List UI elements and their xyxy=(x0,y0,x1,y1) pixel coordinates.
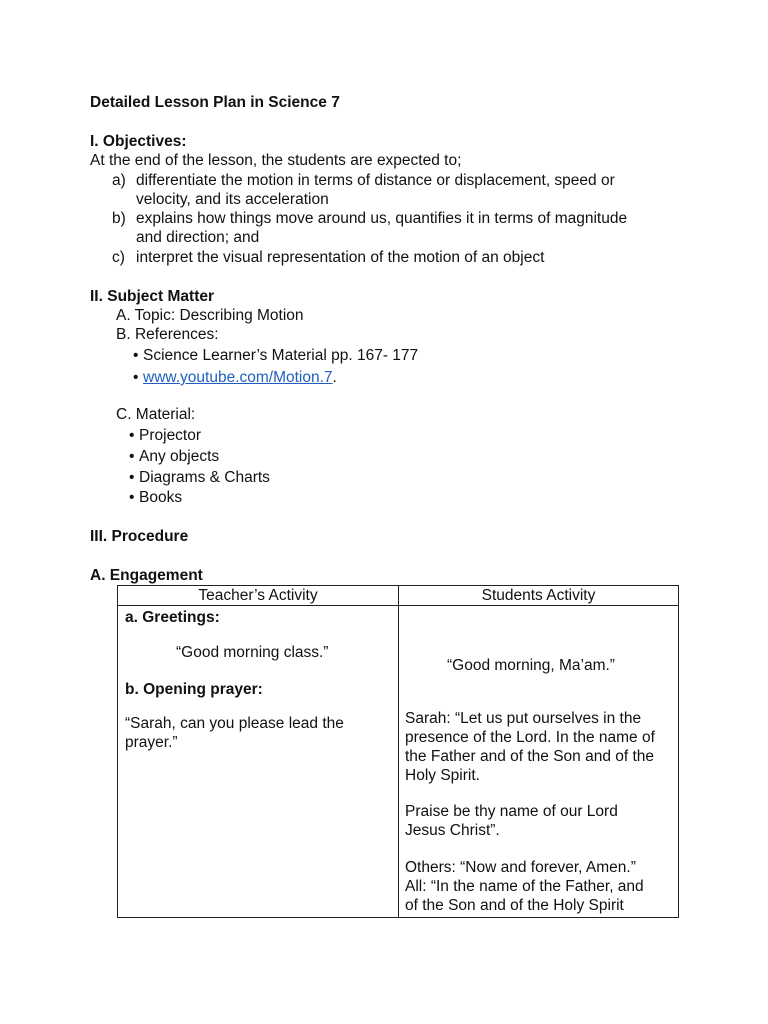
objective-marker-c: c) xyxy=(112,249,125,266)
objectives-heading: I. Objectives: xyxy=(90,133,187,150)
greetings-text: “Good morning class.” xyxy=(176,644,329,661)
students-activity-header: Students Activity xyxy=(399,586,679,606)
sarah-line-1: Sarah: “Let us put ourselves in the xyxy=(405,710,642,727)
subject-matter-heading: II. Subject Matter xyxy=(90,288,215,305)
objective-marker-b: b) xyxy=(112,210,126,227)
material-label: C. Material: xyxy=(116,406,196,423)
prayer-label: b. Opening prayer: xyxy=(125,681,263,698)
objectives-intro: At the end of the lesson, the students are expected to; xyxy=(90,152,462,169)
material-item: • Diagrams & Charts xyxy=(129,468,270,487)
link-suffix: . xyxy=(332,369,337,386)
objective-marker-a: a) xyxy=(112,172,126,189)
sarah-line-3: the Father and of the Son and of the xyxy=(405,748,655,765)
topic-line: A. Topic: Describing Motion xyxy=(116,307,304,324)
others-line-3: of the Son and of the Holy Spirit xyxy=(405,897,624,914)
engagement-table xyxy=(117,585,679,918)
sarah-line-2: presence of the Lord. In the name of xyxy=(405,729,655,746)
youtube-reference-link[interactable]: www.youtube.com/Motion.7 xyxy=(143,369,333,386)
praise-line-1: Praise be thy name of our Lord xyxy=(405,803,618,820)
prayer-request-line-1: “Sarah, can you please lead the xyxy=(125,715,344,732)
material-item: • Projector xyxy=(129,426,201,445)
bullet-icon xyxy=(133,369,143,386)
sarah-line-4: Holy Spirit. xyxy=(405,767,480,784)
reference-item: • Science Learner’s Material pp. 167- 177 xyxy=(133,346,418,365)
greeting-reply: “Good morning, Ma’am.” xyxy=(447,657,615,674)
reference-link-item xyxy=(133,368,337,387)
objective-b-line-2: and direction; and xyxy=(136,229,260,246)
students-activity-cell xyxy=(399,606,679,918)
objective-b-line-1: explains how things move around us, quantifies it in terms of magnitude xyxy=(136,210,628,227)
prayer-request-line-2: prayer.” xyxy=(125,734,178,751)
greetings-label: a. Greetings: xyxy=(125,609,220,626)
objective-a-line-2: velocity, and its acceleration xyxy=(136,191,329,208)
procedure-heading: III. Procedure xyxy=(90,528,189,545)
others-line-2: All: “In the name of the Father, and xyxy=(405,878,644,895)
material-item: • Books xyxy=(129,488,182,507)
teacher-activity-header: Teacher’s Activity xyxy=(118,586,399,606)
document-title: Detailed Lesson Plan in Science 7 xyxy=(90,94,340,111)
teacher-activity-cell xyxy=(118,606,399,918)
praise-line-2: Jesus Christ”. xyxy=(405,822,500,839)
objective-c-line-1: interpret the visual representation of the motion of an object xyxy=(136,249,545,266)
objective-a-line-1: differentiate the motion in terms of distance or displacement, speed or xyxy=(136,172,615,189)
engagement-heading: A. Engagement xyxy=(90,567,203,584)
references-label: B. References: xyxy=(116,326,219,343)
others-line-1: Others: “Now and forever, Amen.” xyxy=(405,859,636,876)
material-item: • Any objects xyxy=(129,447,219,466)
